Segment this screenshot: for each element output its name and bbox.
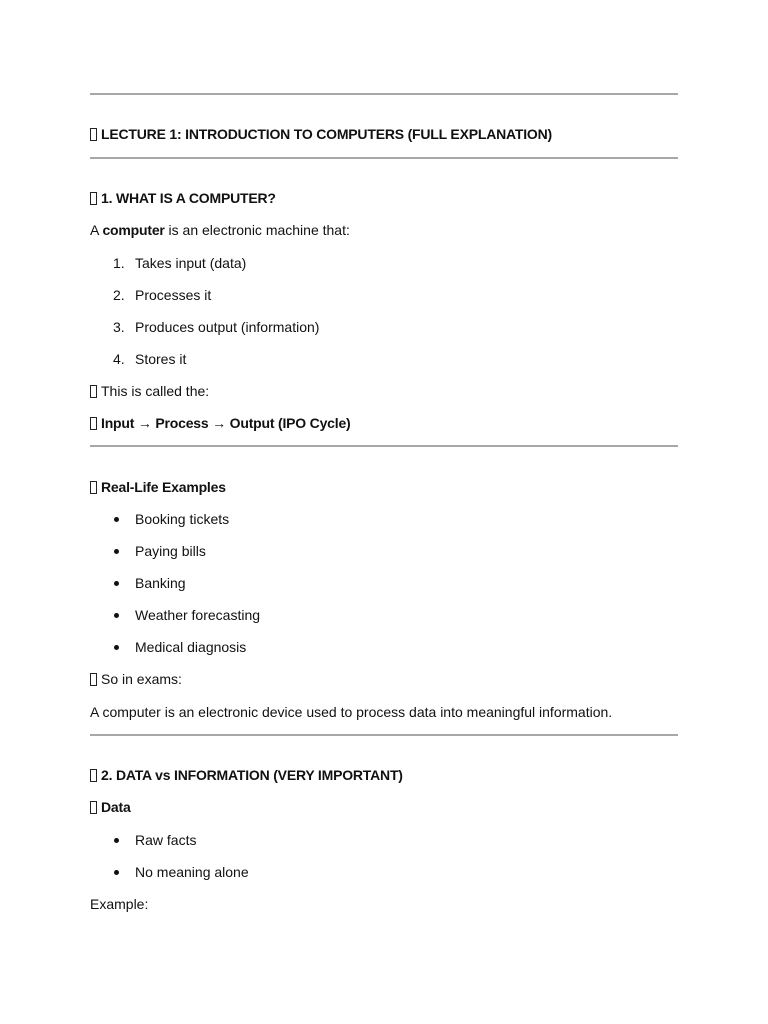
step-number: 3. [113, 319, 125, 335]
computer-definition: A computer is an electronic device used to process data into meaningful information. [90, 704, 613, 720]
step-number: 4. [113, 351, 125, 367]
example-item: Banking [135, 575, 186, 591]
step-text: Stores it [135, 351, 187, 367]
bullet-icon [114, 517, 119, 522]
called-note: This is called the: [90, 382, 209, 400]
example-item: Booking tickets [135, 511, 230, 527]
examples-heading: Real-Life Examples [90, 478, 226, 496]
step-number: 1. [113, 255, 125, 271]
bullet-icon [114, 613, 119, 618]
example-item: Weather forecasting [135, 607, 261, 623]
example-item: Medical diagnosis [135, 639, 247, 655]
example-label: Example: [90, 896, 149, 912]
lecture-title: LECTURE 1: INTRODUCTION TO COMPUTERS (FULL EXPLANATION) [90, 125, 552, 143]
bullet-icon [114, 870, 119, 875]
horizontal-rule [90, 157, 678, 159]
bullet-icon [114, 645, 119, 650]
section1-heading: 1. WHAT IS A COMPUTER? [90, 189, 276, 207]
data-heading: Data [90, 798, 131, 816]
data-item: Raw facts [135, 832, 197, 848]
step-text: Processes it [135, 287, 212, 303]
computer-intro: A computer is an electronic machine that: [90, 222, 350, 238]
example-item: Paying bills [135, 543, 206, 559]
missing-glyph-icon [90, 192, 97, 205]
missing-glyph-icon [90, 385, 97, 398]
missing-glyph-icon [90, 481, 97, 494]
bullet-icon [114, 581, 119, 586]
horizontal-rule [90, 734, 678, 736]
exam-note: So in exams: [90, 670, 182, 688]
ipo-cycle: Input → Process → Output (IPO Cycle) [90, 414, 351, 432]
section2-heading: 2. DATA vs INFORMATION (VERY IMPORTANT) [90, 766, 403, 784]
horizontal-rule [90, 93, 678, 95]
bullet-icon [114, 838, 119, 843]
step-text: Takes input (data) [135, 255, 247, 271]
step-text: Produces output (information) [135, 319, 320, 335]
missing-glyph-icon [90, 128, 97, 141]
missing-glyph-icon [90, 673, 97, 686]
missing-glyph-icon [90, 769, 97, 782]
missing-glyph-icon [90, 801, 97, 814]
data-item: No meaning alone [135, 864, 249, 880]
horizontal-rule [90, 445, 678, 447]
bullet-icon [114, 549, 119, 554]
step-number: 2. [113, 287, 125, 303]
missing-glyph-icon [90, 417, 97, 430]
